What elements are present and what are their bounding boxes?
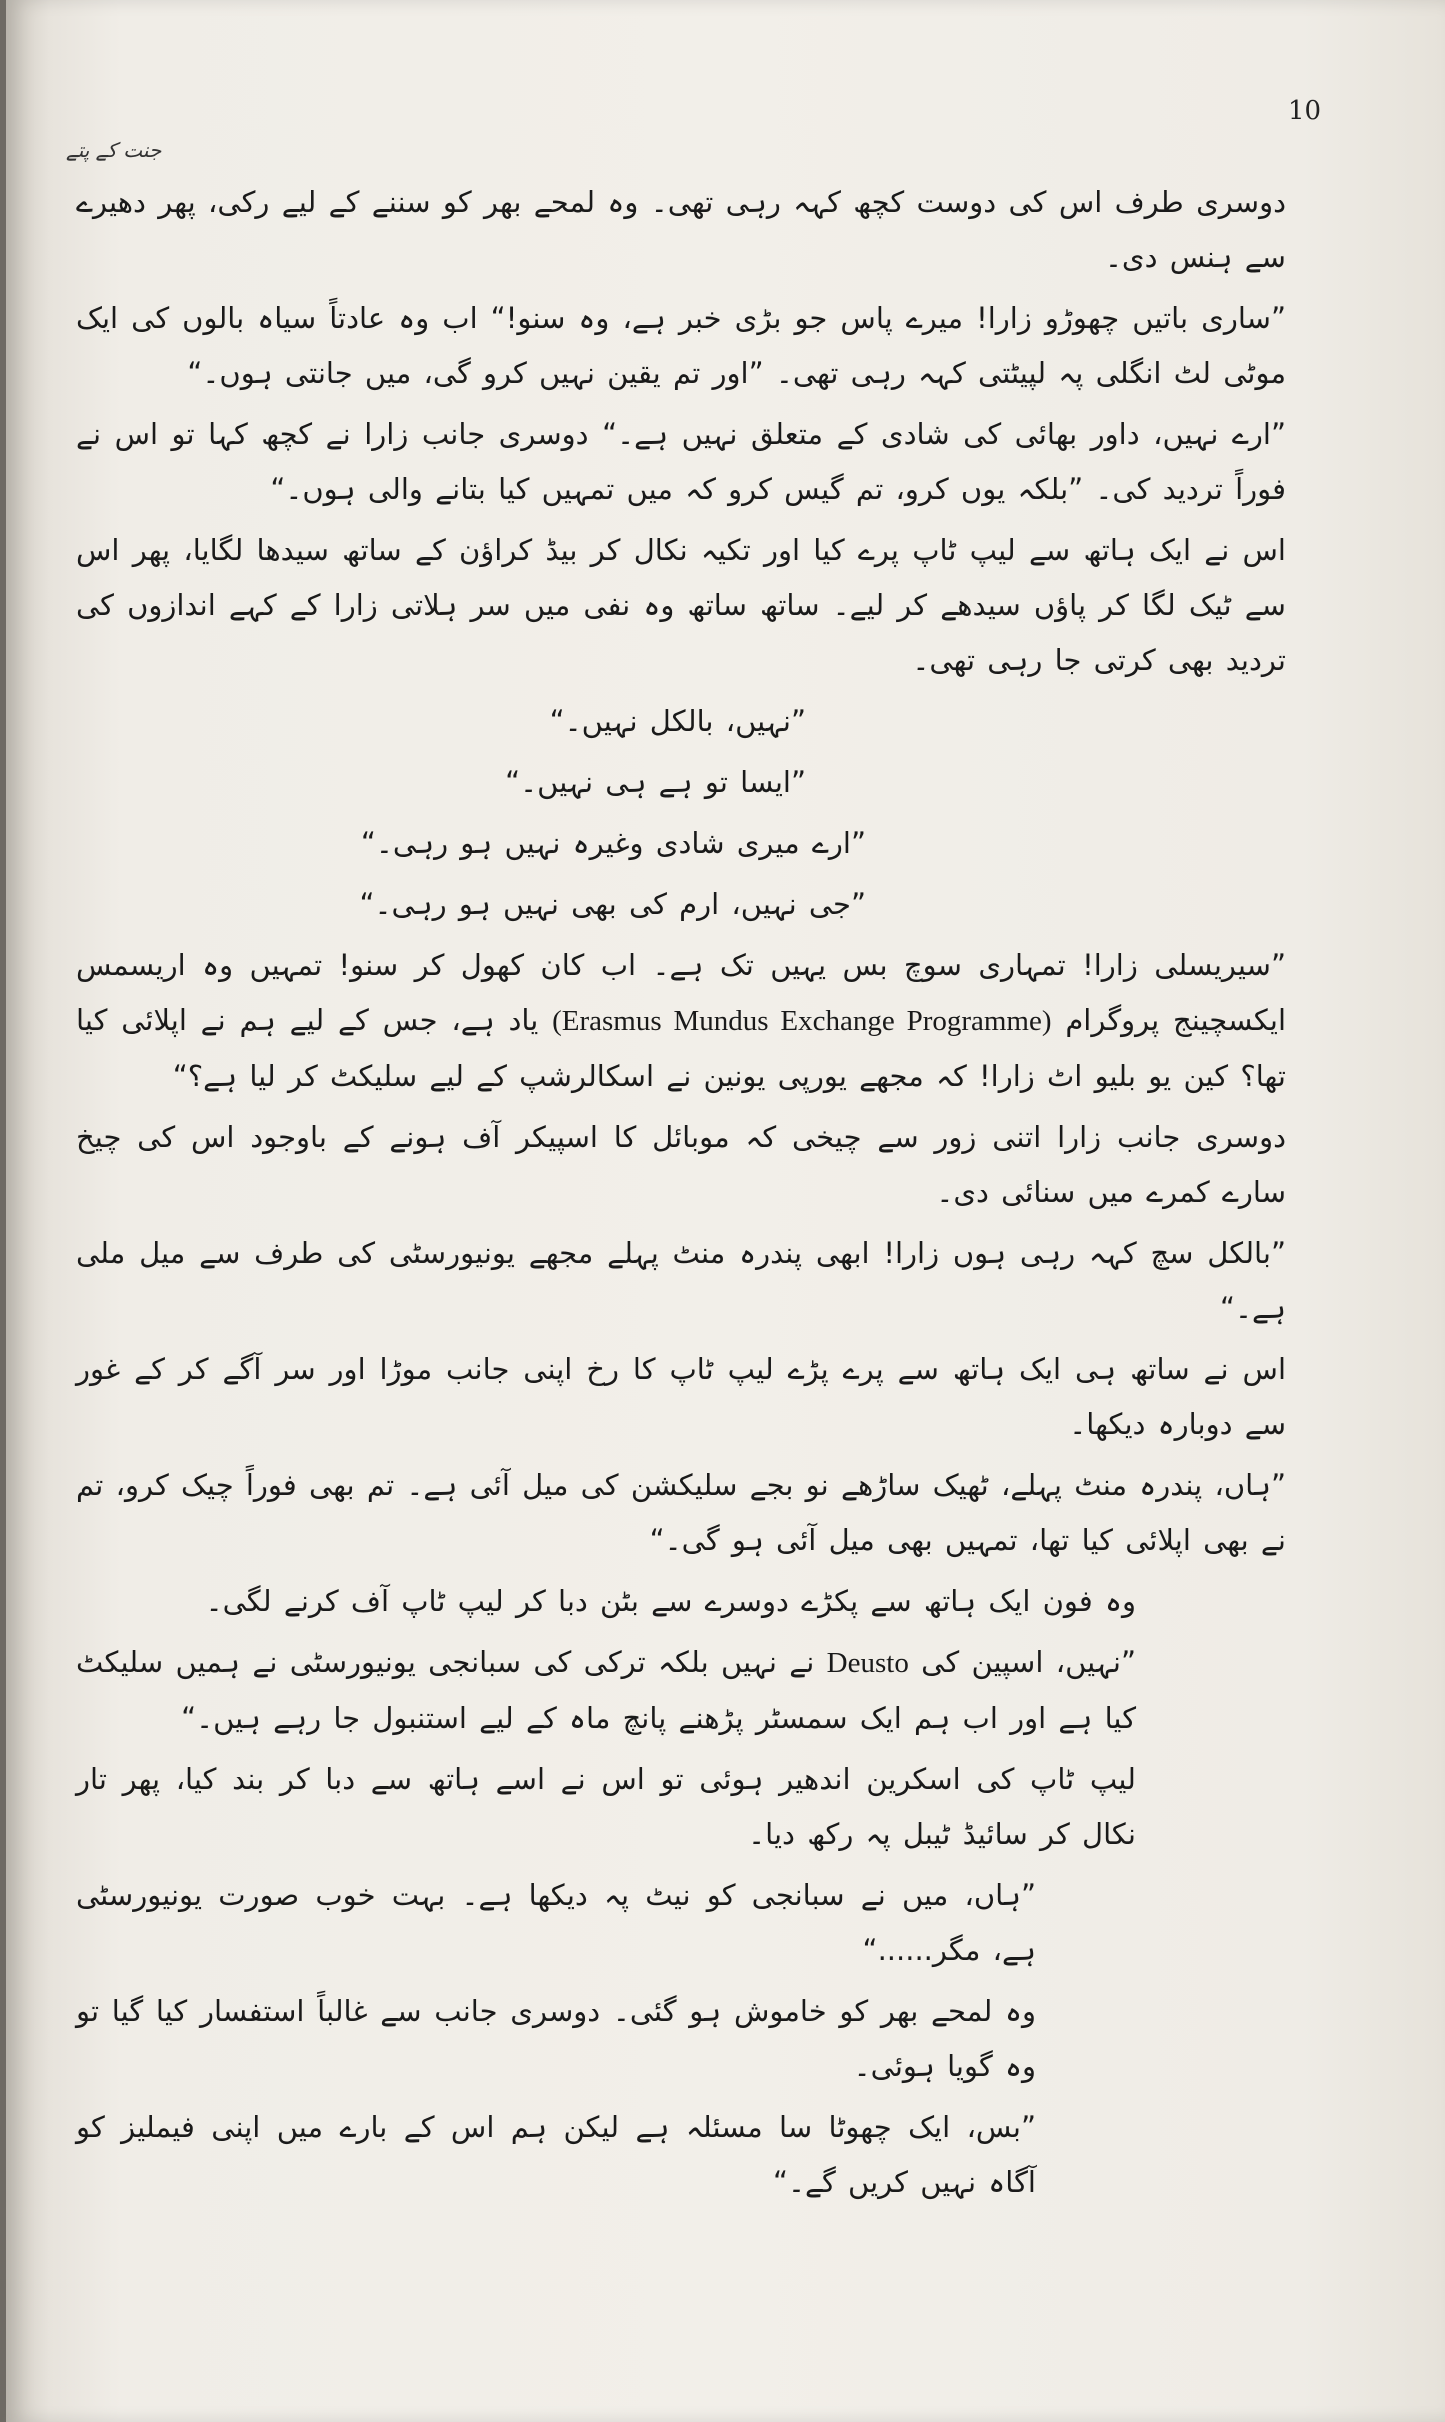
running-head: جنت کے پتے (66, 138, 162, 162)
paragraph: ”ہاں، میں نے سبانجی کو نیٹ پہ دیکھا ہے۔ بہت خوب صورت یونیورسٹی ہے، مگر......“ (76, 1878, 1036, 1967)
paragraph: ”ہاں، پندرہ منٹ پہلے، ٹھیک ساڑھے نو بجے سلیکشن کی میل آئی ہے۔ تم بھی فوراً چیک کرو، تم نے بھی اپلائی کیا تھا، تمہیں بھی میل آئی ہو گی۔“ (76, 1468, 1286, 1557)
dialogue-line: ”جی نہیں، ارم کی بھی نہیں ہو رہی۔“ (359, 887, 866, 921)
paragraph: وہ فون ایک ہاتھ سے پکڑے دوسرے سے بٹن دبا کر لیپ ٹاپ آف کرنے لگی۔ (205, 1584, 1136, 1618)
paragraph: لیپ ٹاپ کی اسکرین اندھیر ہوئی تو اس نے اسے ہاتھ سے دبا کر بند کیا، پھر تار نکال کر سائیڈ ٹیبل پہ رکھ دیا۔ (76, 1762, 1136, 1851)
body-text (76, 175, 1366, 2216)
dialogue-line: ”نہیں، بالکل نہیں۔“ (549, 704, 806, 738)
university-name: Deusto (826, 1647, 909, 1679)
paragraph: اس نے ساتھ ہی ایک ہاتھ سے پرے پڑے لیپ ٹاپ کا رخ اپنی جانب موڑا اور سر آگے کر کے غور سے دوبارہ دیکھا۔ (76, 1352, 1286, 1441)
paragraph: ”بس، ایک چھوٹا سا مسئلہ ہے لیکن ہم اس کے بارے میں اپنی فیملیز کو آگاہ نہیں کریں گے۔“ (76, 2110, 1036, 2199)
paragraph-text-after: یاد ہے، جس کے لیے ہم نے اپلائی کیا تھا؟ کین یو بلیو اٹ زارا! کہ مجھے یورپی یونین نے اسکالرشپ کے لیے سلیکٹ کر لیا ہے؟“ (76, 1003, 1286, 1093)
page-number: 10 (1288, 96, 1322, 126)
programme-name: (Erasmus Mundus Exchange Programme) (552, 1005, 1052, 1037)
paragraph: ”ارے نہیں، داور بھائی کی شادی کے متعلق نہیں ہے۔“ دوسری جانب زارا نے کچھ کہا تو اس نے فوراً تردید کی۔ ”بلکہ یوں کرو، تم گیس کرو کہ میں تمہیں کیا بتانے والی ہوں۔“ (76, 417, 1286, 506)
paragraph-text: ”نہیں، اسپین کی (921, 1645, 1136, 1679)
paragraph: ”ساری باتیں چھوڑو زارا! میرے پاس جو بڑی خبر ہے، وہ سنو!“ اب وہ عادتاً سیاہ بالوں کی ایک موٹی لٹ انگلی پہ لپیٹتی کہہ رہی تھی۔ ”اور تم یقین نہیں کرو گی، میں جانتی ہوں۔“ (76, 301, 1286, 390)
book-page (6, 0, 1445, 2422)
paragraph: ”بالکل سچ کہہ رہی ہوں زارا! ابھی پندرہ منٹ پہلے مجھے یونیورسٹی کی طرف سے میل ملی ہے۔“ (76, 1236, 1286, 1325)
paragraph: اس نے ایک ہاتھ سے لیپ ٹاپ پرے کیا اور تکیہ نکال کر بیڈ کراؤن کے ساتھ سیدھا لگایا، پھر اس سے ٹیک لگا کر پاؤں سیدھے کر لیے۔ ساتھ ساتھ وہ نفی میں سر ہلاتی زارا کے کہے اندازوں کی تردید بھی کرتی جا رہی تھی۔ (76, 533, 1286, 677)
paragraph: دوسری طرف اس کی دوست کچھ کہہ رہی تھی۔ وہ لمحے بھر کو سننے کے لیے رکی، پھر دھیرے سے ہنس دی۔ (76, 185, 1286, 274)
paragraph: وہ لمحے بھر کو خاموش ہو گئی۔ دوسری جانب سے غالباً استفسار کیا گیا تو وہ گویا ہوئی۔ (76, 1994, 1036, 2083)
paragraph (76, 1635, 1366, 1746)
dialogue-line: ”ارے میری شادی وغیرہ نہیں ہو رہی۔“ (360, 826, 866, 860)
dialogue-line: ”ایسا تو ہے ہی نہیں۔“ (505, 765, 806, 799)
paragraph: دوسری جانب زارا اتنی زور سے چیخی کہ موبائل کا اسپیکر آف ہونے کے باوجود اس کی چیخ سارے کمرے میں سنائی دی۔ (76, 1120, 1286, 1209)
paragraph-text-after: نے نہیں بلکہ ترکی کی سبانجی یونیورسٹی نے ہمیں سلیکٹ کیا ہے اور اب ہم ایک سمسٹر پڑھنے پانچ ماہ کے لیے استنبول جا رہے ہیں۔“ (76, 1645, 1136, 1735)
paragraph-text: ”سیریسلی زارا! تمہاری سوچ بس یہیں تک ہے۔ اب کان کھول کر سنو! تمہیں وہ اریسمس ایکسچینج پروگرام (76, 948, 1287, 1037)
paragraph (76, 938, 1366, 1104)
